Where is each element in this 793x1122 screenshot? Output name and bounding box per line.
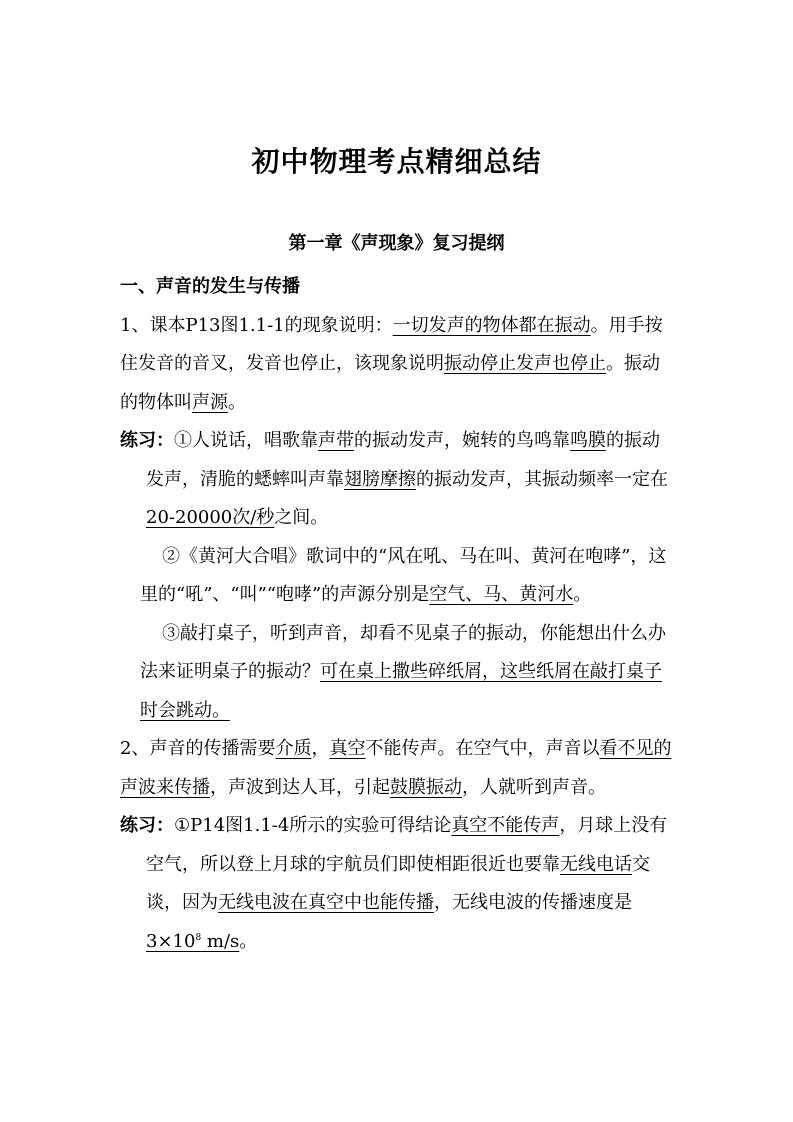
text: 的振动发声，清脆的蟋蟀叫声靠 — [146, 430, 660, 490]
text: 之间。 — [274, 507, 329, 528]
text: ， — [311, 738, 330, 759]
exercise-4 — [120, 807, 676, 961]
text: ，声波到达人耳，引起 — [210, 776, 390, 798]
text: 。用手按住发音的音叉，发音也停止，该现象说明 — [120, 314, 663, 374]
answer-underline: 声带 — [318, 430, 354, 451]
text: ，人就听到声音。 — [462, 776, 606, 798]
answer-underline: 振动停止发声也停止 — [444, 353, 606, 374]
text: 1、课本P13图1.1-1的现象说明： — [120, 314, 393, 336]
answer-underline: 无线电波在真空中也能传播 — [218, 892, 434, 913]
exercise-label: 练习： — [120, 430, 174, 451]
text: 。振动的物体叫 — [120, 353, 660, 413]
text: 。 — [228, 391, 246, 413]
answer-underline: 介质 — [275, 738, 312, 759]
answer-underline — [146, 931, 239, 952]
section-heading: 一、声音的发生与传播 — [120, 276, 300, 297]
answer-underline: 无线电话 — [560, 853, 632, 875]
chapter-heading: 第一章《声现象》复习提纲 — [288, 233, 505, 254]
exercise-1 — [120, 422, 676, 538]
exercise-label: 练习： — [120, 815, 174, 836]
text: ①人说话，唱歌靠 — [174, 430, 318, 451]
text: m/s — [201, 930, 240, 952]
answer-underline: 可在桌上撒些碎纸屑，这些纸屑在敲打桌子时会跳动。 — [140, 661, 662, 721]
text: 的振动发声，婉转的鸟鸣靠 — [354, 430, 570, 451]
document-body — [120, 268, 676, 961]
text: 的振动发声，其振动频率一定在 — [416, 468, 668, 490]
answer-underline: 真空 — [329, 738, 366, 759]
answer-underline: 翅膀摩擦 — [344, 468, 416, 490]
paragraph-1 — [120, 307, 676, 423]
text: 2、声音的传播需要 — [120, 738, 276, 759]
answer-underline: 鸣膜 — [570, 430, 606, 451]
exercise-3 — [120, 615, 676, 731]
text: 交谈，因为 — [146, 853, 650, 913]
answer-underline: 一切发声的物体都在振动 — [392, 314, 591, 336]
answer-underline: 声源 — [192, 391, 228, 413]
text: 3×10 — [146, 930, 196, 952]
exponent: 8 — [195, 932, 202, 943]
text: ③敲打桌子，听到声音，却看不见桌子的振动，你能想出什么办法来证明桌子的振动？ — [140, 622, 666, 682]
text: ，月球上没有空气，所以登上月球的宇航员们即使相距很近也要靠 — [146, 815, 668, 875]
text: 不能传声。在空气中，声音以 — [365, 738, 600, 759]
document-title: 初中物理考点精细总结 — [251, 145, 542, 178]
answer-underline: 看不见的声波来传播 — [120, 738, 672, 798]
text: 。 — [573, 584, 592, 605]
answer-underline: 空气、马、黄河水 — [429, 584, 574, 605]
exercise-2 — [120, 538, 676, 615]
text: ②《黄河大合唱》歌词中的“风在吼、马在叫、黄河在咆哮”，这里的“吼”、“叫”“咆哮”的声源分别是 — [140, 545, 667, 605]
text: ，无线电波的传播速度是 — [434, 892, 632, 913]
answer-underline: 鼓膜振动 — [390, 776, 462, 798]
text: 。 — [239, 930, 258, 952]
text: ①P14图1.1-4所示的实验可得结论 — [174, 815, 452, 836]
answer-underline: 20-20000次/秒 — [146, 507, 275, 528]
paragraph-2 — [120, 730, 676, 807]
answer-underline: 真空不能传声 — [451, 815, 560, 836]
